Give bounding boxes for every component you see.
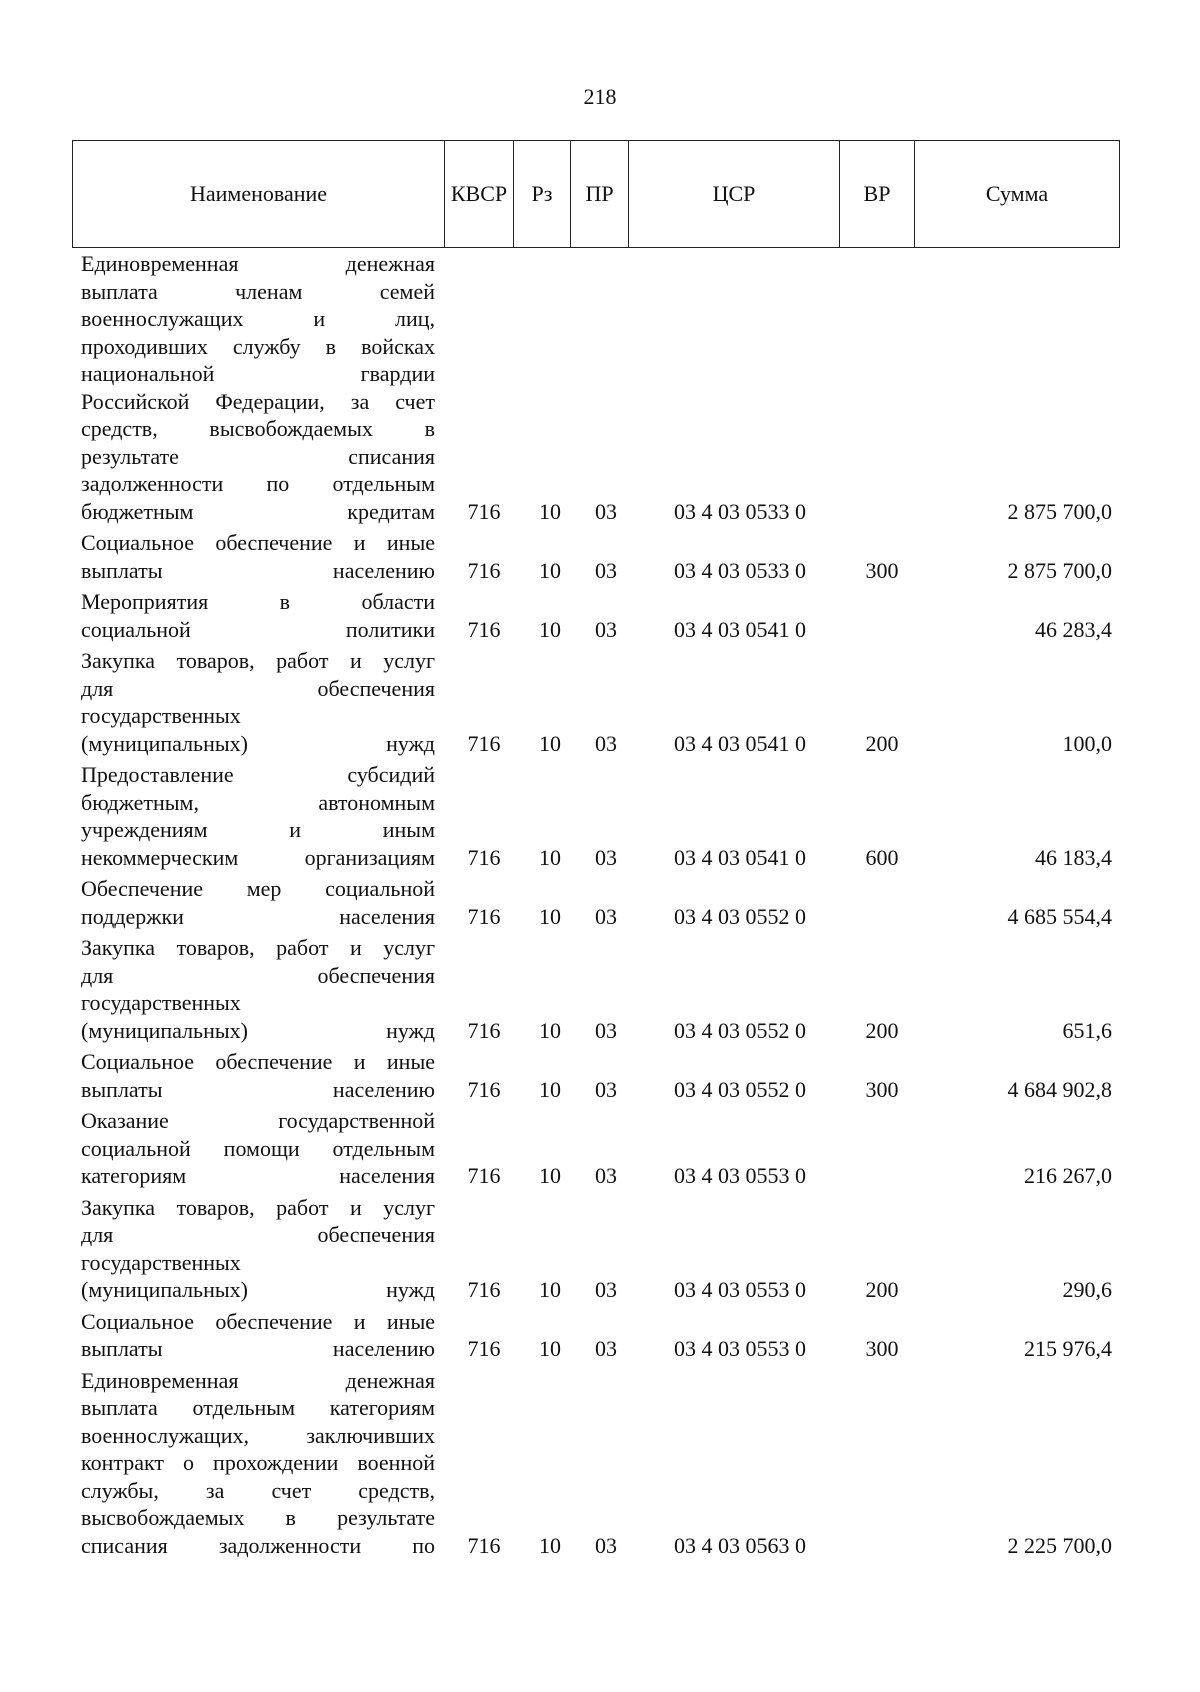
- table-row: [0, 588, 1200, 643]
- row-name-line: выплата отдельным категориям: [81, 1395, 435, 1420]
- table-row: [0, 1308, 1200, 1363]
- row-csr: 03 4 03 0541 0: [674, 844, 806, 870]
- row-name-line: государственных: [81, 703, 241, 728]
- row-pr: 03: [595, 557, 617, 583]
- table-row: [0, 1048, 1200, 1103]
- row-name-line: бюджетным кредитам: [81, 498, 435, 524]
- row-name: [81, 250, 435, 525]
- row-pr: 03: [595, 844, 617, 870]
- row-name: [81, 761, 435, 871]
- row-name: [81, 934, 435, 1044]
- row-rz: 10: [539, 1017, 561, 1043]
- row-rz: 10: [539, 844, 561, 870]
- row-kvsr: 716: [467, 1277, 501, 1302]
- row-rz: 10: [539, 1532, 561, 1558]
- row-vr: 200: [865, 1017, 899, 1043]
- table-row: [0, 647, 1200, 757]
- table-row: [0, 934, 1200, 1044]
- header-kvsr: КВСР: [444, 141, 513, 247]
- row-sum: 2 875 700,0: [1007, 498, 1112, 524]
- row-sum: 100,0: [1062, 730, 1112, 756]
- row-csr: 03 4 03 0552 0: [674, 903, 806, 929]
- row-name-line: категориям населения: [81, 1163, 435, 1188]
- header-csr: ЦСР: [628, 141, 839, 247]
- row-sum: 651,6: [1062, 1017, 1112, 1043]
- row-kvsr: 716: [467, 498, 501, 524]
- row-name: [81, 875, 435, 930]
- table-row: [0, 1107, 1200, 1190]
- row-rz: 10: [539, 903, 561, 929]
- row-kvsr: 716: [467, 557, 501, 583]
- row-sum: 216 267,0: [1024, 1163, 1112, 1188]
- row-name-line: Закупка товаров, работ и услуг: [81, 648, 435, 673]
- row-kvsr: 716: [467, 903, 501, 929]
- row-rz: 10: [539, 1076, 561, 1102]
- row-sum: 215 976,4: [1024, 1336, 1112, 1361]
- row-rz: 10: [539, 1277, 561, 1302]
- row-pr: 03: [595, 616, 617, 642]
- row-name-line: для обеспечения: [81, 962, 435, 988]
- row-name-line: Предоставление субсидий: [81, 762, 435, 787]
- row-pr: 03: [595, 903, 617, 929]
- row-name-line: службы, за счет средств,: [81, 1477, 435, 1503]
- row-kvsr: 716: [467, 1017, 501, 1043]
- row-name-line: Закупка товаров, работ и услуг: [81, 935, 435, 960]
- table-row: [0, 875, 1200, 930]
- header-name: Наименование: [189, 181, 328, 206]
- row-name-line: Социальное обеспечение и иные: [81, 530, 435, 555]
- row-name: [81, 1308, 435, 1363]
- row-name-line: средств, высвобождаемых в: [81, 416, 435, 441]
- row-pr: 03: [595, 1336, 617, 1361]
- row-pr: 03: [595, 730, 617, 756]
- row-csr: 03 4 03 0552 0: [674, 1017, 806, 1043]
- row-name-line: государственных: [81, 1249, 241, 1275]
- row-name-line: военнослужащих, заключивших: [81, 1422, 435, 1448]
- row-name-line: Российской Федерации, за счет: [81, 388, 435, 414]
- row-sum: 4 685 554,4: [1007, 903, 1112, 929]
- row-name-line: выплаты населению: [81, 557, 435, 583]
- row-name-line: социальной политики: [81, 616, 435, 642]
- row-name-line: Единовременная денежная: [81, 251, 435, 276]
- row-csr: 03 4 03 0541 0: [674, 730, 806, 756]
- row-rz: 10: [539, 498, 561, 524]
- row-csr: 03 4 03 0553 0: [674, 1163, 806, 1188]
- row-name-line: проходивших службу в войсках: [81, 333, 435, 359]
- header-rz: Рз: [513, 141, 570, 247]
- table-header: [72, 140, 1120, 248]
- row-pr: 03: [595, 1532, 617, 1558]
- row-name: [81, 529, 435, 584]
- row-name: [81, 647, 435, 757]
- row-rz: 10: [539, 616, 561, 642]
- row-name: [81, 1194, 435, 1304]
- row-name-line: Оказание государственной: [81, 1108, 435, 1133]
- row-name-line: поддержки населения: [81, 903, 435, 929]
- row-pr: 03: [595, 1163, 617, 1188]
- header-vr: ВР: [839, 141, 914, 247]
- row-kvsr: 716: [467, 1336, 501, 1361]
- table-row: [0, 1367, 1200, 1560]
- row-csr: 03 4 03 0553 0: [674, 1336, 806, 1361]
- row-name-line: для обеспечения: [81, 675, 435, 701]
- row-kvsr: 716: [467, 616, 501, 642]
- row-vr: 300: [865, 1076, 899, 1102]
- row-name-line: списания задолженности по: [81, 1532, 435, 1558]
- row-rz: 10: [539, 730, 561, 756]
- row-csr: 03 4 03 0533 0: [674, 498, 806, 524]
- table-row: [0, 761, 1200, 871]
- table-body: [0, 250, 1200, 1563]
- row-name-line: Социальное обеспечение и иные: [81, 1049, 435, 1074]
- row-name-line: военнослужащих и лиц,: [81, 306, 435, 331]
- row-name-line: Закупка товаров, работ и услуг: [81, 1194, 435, 1220]
- row-name-line: (муниципальных) нужд: [81, 730, 435, 756]
- row-name: [81, 1367, 435, 1560]
- row-name-line: Обеспечение мер социальной: [81, 876, 435, 901]
- row-name-line: контракт о прохождении военной: [81, 1450, 435, 1475]
- row-name-line: высвобождаемых в результате: [81, 1505, 435, 1530]
- row-vr: 200: [865, 730, 899, 756]
- row-csr: 03 4 03 0541 0: [674, 616, 806, 642]
- row-kvsr: 716: [467, 730, 501, 756]
- row-name-line: социальной помощи отдельным: [81, 1135, 435, 1161]
- row-sum: 2 875 700,0: [1007, 557, 1112, 583]
- row-name-line: выплаты населению: [81, 1336, 435, 1361]
- row-rz: 10: [539, 1336, 561, 1361]
- row-name-line: бюджетным, автономным: [81, 789, 435, 815]
- row-csr: 03 4 03 0552 0: [674, 1076, 806, 1102]
- page-number: 218: [583, 84, 617, 109]
- table-row: [0, 1194, 1200, 1304]
- row-pr: 03: [595, 1076, 617, 1102]
- row-kvsr: 716: [467, 844, 501, 870]
- row-csr: 03 4 03 0563 0: [674, 1532, 806, 1558]
- row-name-line: (муниципальных) нужд: [81, 1277, 435, 1302]
- row-sum: 290,6: [1062, 1277, 1112, 1302]
- row-vr: 600: [865, 844, 899, 870]
- row-sum: 2 225 700,0: [1007, 1532, 1112, 1558]
- table-row: [0, 250, 1200, 525]
- header-sum: Сумма: [914, 141, 1119, 247]
- row-pr: 03: [595, 1017, 617, 1043]
- row-name-line: выплата членам семей: [81, 278, 435, 304]
- row-sum: 46 283,4: [1035, 616, 1112, 642]
- row-pr: 03: [595, 498, 617, 524]
- row-csr: 03 4 03 0533 0: [674, 557, 806, 583]
- row-vr: 300: [865, 1336, 899, 1361]
- table-row: [0, 529, 1200, 584]
- row-pr: 03: [595, 1277, 617, 1302]
- row-name-line: для обеспечения: [81, 1222, 435, 1247]
- row-vr: 200: [865, 1277, 899, 1302]
- row-csr: 03 4 03 0553 0: [674, 1277, 806, 1302]
- row-name: [81, 1107, 435, 1190]
- row-name-line: национальной гвардии: [81, 361, 435, 386]
- row-name-line: (муниципальных) нужд: [81, 1017, 435, 1043]
- row-rz: 10: [539, 557, 561, 583]
- row-name-line: государственных: [81, 990, 241, 1015]
- header-pr: ПР: [570, 141, 628, 247]
- row-kvsr: 716: [467, 1076, 501, 1102]
- row-rz: 10: [539, 1163, 561, 1188]
- row-name-line: Единовременная денежная: [81, 1367, 435, 1393]
- row-name: [81, 1048, 435, 1103]
- row-sum: 4 684 902,8: [1007, 1076, 1112, 1102]
- row-name-line: некоммерческим организациям: [81, 844, 435, 870]
- row-name-line: выплаты населению: [81, 1076, 435, 1102]
- row-sum: 46 183,4: [1035, 844, 1112, 870]
- row-name-line: результате списания: [81, 443, 435, 469]
- row-kvsr: 716: [467, 1532, 501, 1558]
- row-kvsr: 716: [467, 1163, 501, 1188]
- row-name-line: Мероприятия в области: [81, 589, 435, 614]
- row-name-line: Социальное обеспечение и иные: [81, 1308, 435, 1334]
- row-vr: 300: [865, 557, 899, 583]
- row-name-line: учреждениям и иным: [81, 817, 435, 842]
- row-name: [81, 588, 435, 643]
- row-name-line: задолженности по отдельным: [81, 471, 435, 496]
